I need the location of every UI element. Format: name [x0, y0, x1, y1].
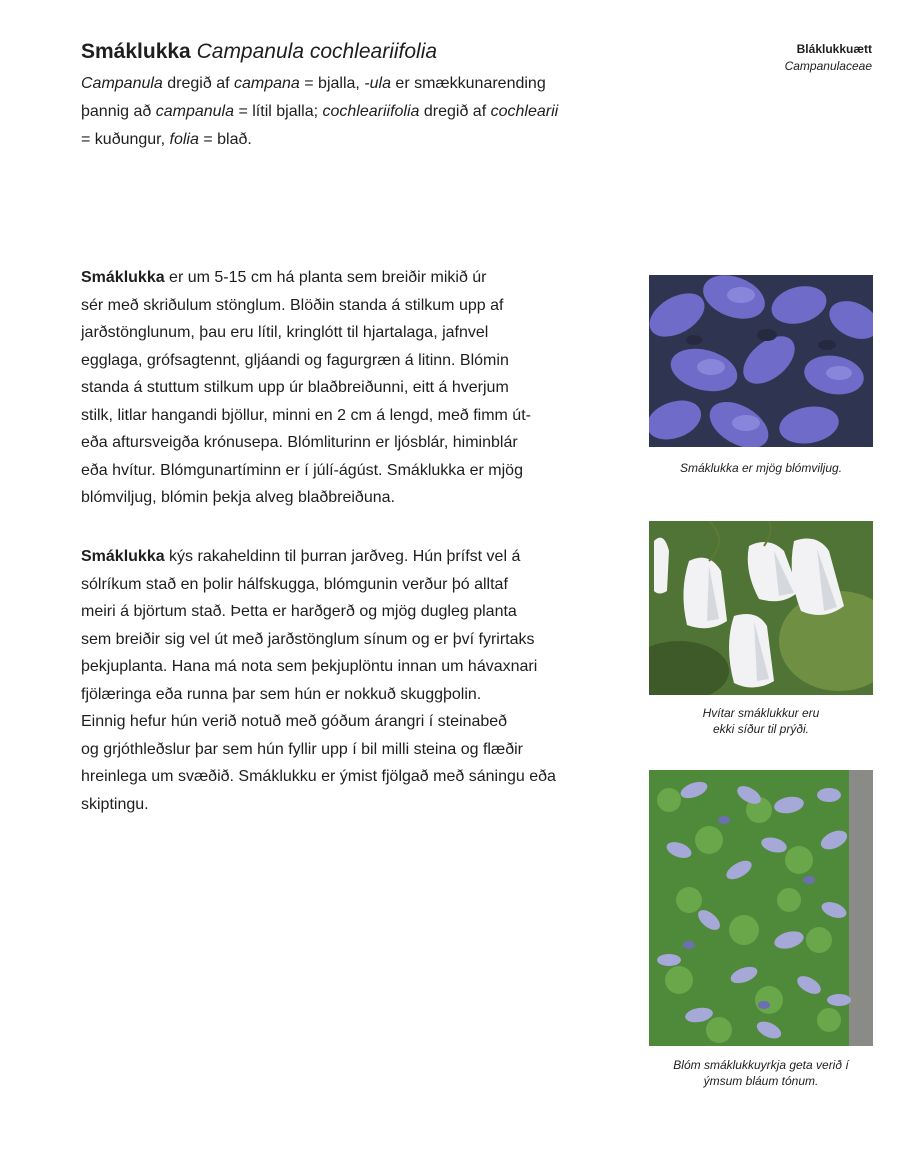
text-line: sem breiðir sig vel út með jarðstönglum sínum og er því fyrirtaks: [81, 630, 535, 648]
text-line: þekjuplanta. Hana má nota sem þekjuplöntu innan um hávaxnari: [81, 658, 538, 675]
caption-line: Smáklukka er mjög blómviljug.: [679, 461, 843, 475]
text-line: jarðstönglunum, þau eru lítil, kringlótt til hjartalaga, jafnvel: [81, 324, 489, 341]
text-span: er um 5-15 cm há planta sem breiðir mikið úr: [164, 269, 487, 286]
etym-word: -ula: [364, 75, 391, 92]
photo-white-bellflowers-image: [649, 521, 873, 695]
text-line: stilk, litlar hangandi bjöllur, minni en 2 cm á lengd, með fimm út-: [81, 406, 531, 424]
text-line: standa á stuttum stilkum upp úr blaðbreiðunni, eitt á hverjum: [81, 379, 509, 396]
text-line: blómviljug, blómin þekja alveg blaðbreiðuna.: [81, 489, 395, 506]
etym-text: dregið af: [419, 103, 491, 120]
photo-caption: [641, 705, 881, 737]
etym-text: þannig að: [81, 103, 156, 120]
text-line: skiptingu.: [81, 795, 149, 813]
text-line: Einnig hefur hún verið notuð með góðum árangri í steinabeð: [81, 713, 508, 730]
etymology-line: [81, 98, 621, 126]
etym-word: folia: [169, 131, 199, 148]
photo-caption: [641, 460, 881, 476]
text-line: eða aftursveigða krónusepa. Blómliturinn er ljósblár, himinblár: [81, 434, 518, 451]
text-line: egglaga, grófsagtennt, gljáandi og fagurgræn á litinn. Blómin: [81, 351, 509, 369]
header: [81, 38, 621, 154]
text-span: kýs rakaheldinn til þurran jarðveg. Hún þrífst vel á: [164, 548, 521, 565]
etym-text: er smækkunarending: [390, 75, 546, 92]
etymology-line: [81, 126, 621, 154]
photo-groundcover-bellflowers-image: [649, 770, 873, 1046]
text-line: sér með skriðulum stönglum. Blöðin standa á stilkum upp af: [81, 296, 504, 314]
etymology-line: [81, 70, 621, 98]
photo-blue-bellflowers: [649, 275, 873, 447]
text-line: fjölæringa eða runna þar sem hún er nokkuð skuggþolin.: [81, 685, 482, 703]
title-latin-name: Campanula cochleariifolia: [196, 40, 438, 63]
etym-word: campana: [233, 75, 300, 92]
caption-line: Hvítar smáklukkur eru: [702, 706, 820, 720]
text-line: sólríkum stað en þolir hálfskugga, blómgunin verður þó alltaf: [81, 575, 508, 593]
photo-groundcover-bellflowers: [649, 770, 873, 1046]
etym-text: = lítil bjalla;: [234, 103, 323, 120]
family-name-is: Bláklukkuætt: [796, 42, 872, 56]
text-line: og grjóthleðslur þar sem hún fyllir upp í bil milli steina og flæðir: [81, 740, 523, 758]
etym-word: cochlearii: [490, 103, 559, 120]
etymology: [81, 70, 621, 154]
photo-blue-bellflowers-image: [649, 275, 873, 447]
text-line: [81, 543, 591, 571]
etym-text: = kuðungur,: [81, 131, 170, 148]
photo-caption: [641, 1057, 881, 1089]
lead-word: Smáklukka: [81, 269, 165, 286]
etym-word: Campanula: [81, 75, 163, 92]
lead-word: Smáklukka: [81, 548, 165, 565]
etym-word: cochleariifolia: [322, 103, 420, 120]
text-line: [81, 264, 591, 292]
text-line: hreinlega um svæðið. Smáklukku er ýmist fjölgað með sáningu eða: [81, 768, 556, 785]
text-line: eða hvítur. Blómgunartíminn er í júlí-ágúst. Smáklukka er mjög: [81, 461, 523, 479]
text-line: meiri á björtum stað. Þetta er harðgerð og mjög dugleg planta: [81, 603, 517, 620]
etym-text: = bjalla,: [299, 75, 365, 92]
growing-paragraph: [81, 543, 591, 818]
etym-text: = blað.: [198, 131, 252, 148]
caption-line: ekki síður til prýði.: [712, 722, 810, 736]
photo-white-bellflowers: [649, 521, 873, 695]
etym-text: dregið af: [162, 75, 234, 92]
family-label: [785, 41, 872, 75]
caption-line: Blóm smáklukkuyrkja geta verið í: [673, 1058, 849, 1072]
etym-word: campanula: [155, 103, 235, 120]
caption-line: ýmsum bláum tónum.: [703, 1074, 819, 1088]
page-title: [81, 38, 621, 66]
description-paragraph: [81, 264, 591, 512]
title-common-name: Smáklukka: [81, 40, 191, 63]
family-name-latin: Campanulaceae: [784, 59, 872, 73]
